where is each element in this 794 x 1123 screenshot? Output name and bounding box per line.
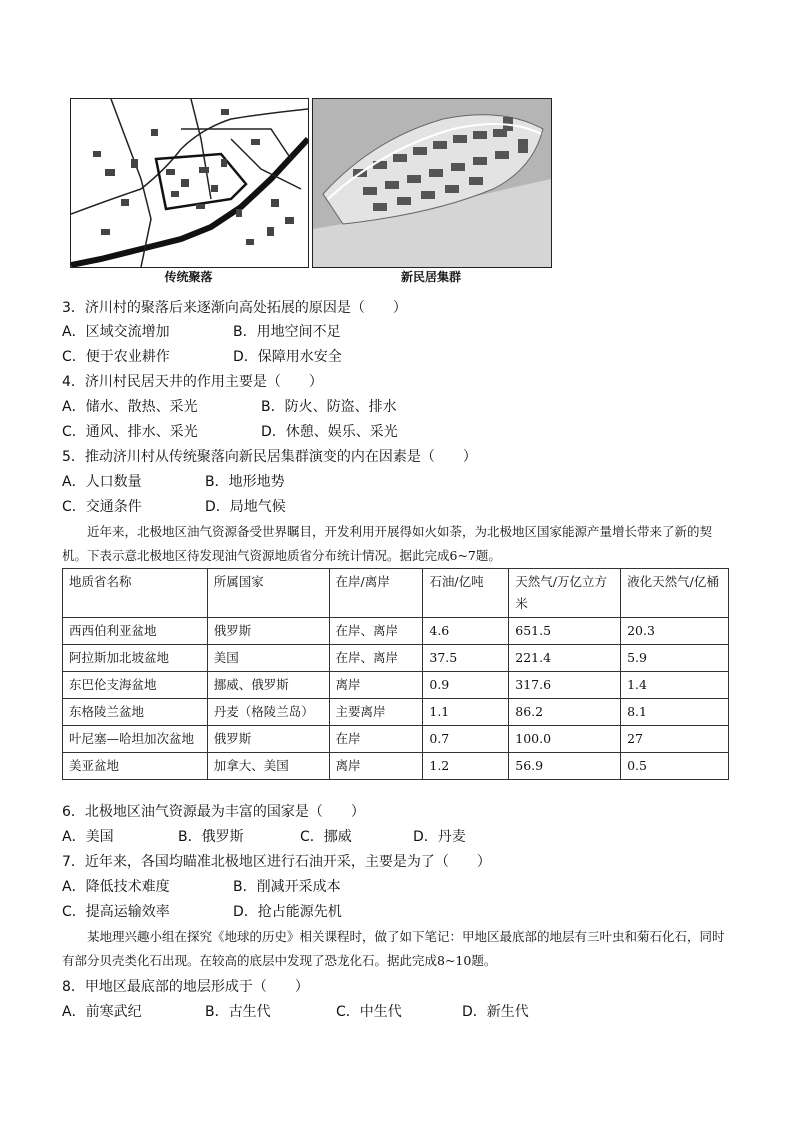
q8-option-c: C．中生代 <box>336 1004 402 1020</box>
q6-option-c: C．挪威 <box>300 829 352 845</box>
table-cell: 东格陵兰盆地 <box>63 699 208 726</box>
table-header-row <box>63 569 729 618</box>
q8-option-b: B．古生代 <box>205 1004 271 1020</box>
q7-option-b: B．削减开采成本 <box>233 879 341 895</box>
q4-option-d: D．休憩、娱乐、采光 <box>261 424 398 440</box>
table-cell: 86.2 <box>509 699 621 726</box>
table-cell: 挪威、俄罗斯 <box>207 672 329 699</box>
question-4-stem: 4．济川村民居天井的作用主要是（ ） <box>62 374 323 390</box>
q7-option-c: C．提高运输效率 <box>62 904 170 920</box>
q3-option-b: B．用地空间不足 <box>233 324 341 340</box>
table-header-cell: 石油/亿吨 <box>423 569 509 618</box>
table-cell: 叶尼塞—哈坦加次盆地 <box>63 726 208 753</box>
q5-option-c: C．交通条件 <box>62 499 142 515</box>
table-header-cell: 地质省名称 <box>63 569 208 618</box>
passage-earth-history: 某地理兴趣小组在探究《地球的历史》相关课程时，做了如下笔记：甲地区最底部的地层有三叶虫和菊石化石，同时有部分贝壳类化石出现。在较高的底层中发现了恐龙化石。据此完成8~10题。 <box>62 929 725 968</box>
q3-option-c: C．便于农业耕作 <box>62 349 170 365</box>
table-row <box>63 618 729 645</box>
q4-option-a: A．储水、散热、采光 <box>62 399 198 415</box>
q5-option-b: B．地形地势 <box>205 474 285 490</box>
table-row <box>63 672 729 699</box>
new-housing-cluster-photo <box>312 98 552 268</box>
table-cell: 0.5 <box>621 753 729 780</box>
q5-option-d: D．局地气候 <box>205 499 286 515</box>
table-cell: 56.9 <box>509 753 621 780</box>
table-cell: 在岸 <box>329 726 423 753</box>
table-cell: 37.5 <box>423 645 509 672</box>
table-cell: 317.6 <box>509 672 621 699</box>
table-cell: 221.4 <box>509 645 621 672</box>
table-row <box>63 753 729 780</box>
table-cell: 1.4 <box>621 672 729 699</box>
traditional-settlement-map-drawing <box>71 99 308 267</box>
q8-option-a: A．前寒武纪 <box>62 1004 142 1020</box>
table-cell: 离岸 <box>329 672 423 699</box>
table-header-cell: 液化天然气/亿桶 <box>621 569 729 618</box>
question-6-stem: 6．北极地区油气资源最为丰富的国家是（ ） <box>62 804 365 820</box>
q6-option-a: A．美国 <box>62 829 114 845</box>
question-7-stem: 7．近年来，各国均瞄准北极地区进行石油开采，主要是为了（ ） <box>62 854 491 870</box>
table-row <box>63 726 729 753</box>
table-cell: 阿拉斯加北坡盆地 <box>63 645 208 672</box>
table-cell: 俄罗斯 <box>207 618 329 645</box>
table-cell: 俄罗斯 <box>207 726 329 753</box>
q7-option-d: D．抢占能源先机 <box>233 904 342 920</box>
q3-option-a: A．区域交流增加 <box>62 324 170 340</box>
traditional-settlement-map <box>70 98 309 268</box>
table-cell: 加拿大、美国 <box>207 753 329 780</box>
q7-option-a: A．降低技术难度 <box>62 879 170 895</box>
table-header-cell: 所属国家 <box>207 569 329 618</box>
table-cell: 4.6 <box>423 618 509 645</box>
arctic-resources-table <box>62 568 729 780</box>
table-header-cell: 在岸/离岸 <box>329 569 423 618</box>
table-cell: 8.1 <box>621 699 729 726</box>
table-cell: 1.2 <box>423 753 509 780</box>
question-8-stem: 8．甲地区最底部的地层形成于（ ） <box>62 979 309 995</box>
table-cell: 美亚盆地 <box>63 753 208 780</box>
table-cell: 西西伯利亚盆地 <box>63 618 208 645</box>
question-5-stem: 5．推动济川村从传统聚落向新民居集群演变的内在因素是（ ） <box>62 449 477 465</box>
table-cell: 在岸、离岸 <box>329 645 423 672</box>
table-cell: 0.7 <box>423 726 509 753</box>
table-cell: 100.0 <box>509 726 621 753</box>
table-cell: 651.5 <box>509 618 621 645</box>
new-housing-caption: 新民居集群 <box>400 270 461 284</box>
figure-pair <box>70 98 550 288</box>
table-cell: 5.9 <box>621 645 729 672</box>
question-3-stem: 3．济川村的聚落后来逐渐向高处拓展的原因是（ ） <box>62 300 407 316</box>
table-cell: 20.3 <box>621 618 729 645</box>
q4-option-b: B．防火、防盗、排水 <box>261 399 397 415</box>
table-cell: 1.1 <box>423 699 509 726</box>
q5-option-a: A．人口数量 <box>62 474 142 490</box>
q6-option-b: B．俄罗斯 <box>178 829 244 845</box>
table-cell: 离岸 <box>329 753 423 780</box>
passage-arctic-oil-gas: 近年来，北极地区油气资源备受世界瞩目，开发利用开展得如火如荼，为北极地区国家能源产量增长带来了新的契机。下表示意北极地区待发现油气资源地质省分布统计情况。据此完成6~7题。 <box>62 524 713 563</box>
table-cell: 0.9 <box>423 672 509 699</box>
table-cell: 主要离岸 <box>329 699 423 726</box>
table-cell: 东巴伦支海盆地 <box>63 672 208 699</box>
table-header-cell: 天然气/万亿立方米 <box>509 569 621 618</box>
traditional-settlement-caption: 传统聚落 <box>164 270 213 284</box>
table-row <box>63 645 729 672</box>
q6-option-d: D．丹麦 <box>413 829 466 845</box>
q4-option-c: C．通风、排水、采光 <box>62 424 198 440</box>
q3-option-d: D．保障用水安全 <box>233 349 342 365</box>
table-cell: 美国 <box>207 645 329 672</box>
table-row <box>63 699 729 726</box>
q8-option-d: D．新生代 <box>462 1004 529 1020</box>
table-cell: 27 <box>621 726 729 753</box>
new-housing-cluster-drawing <box>313 99 551 267</box>
table-cell: 在岸、离岸 <box>329 618 423 645</box>
table-cell: 丹麦（格陵兰岛） <box>207 699 329 726</box>
